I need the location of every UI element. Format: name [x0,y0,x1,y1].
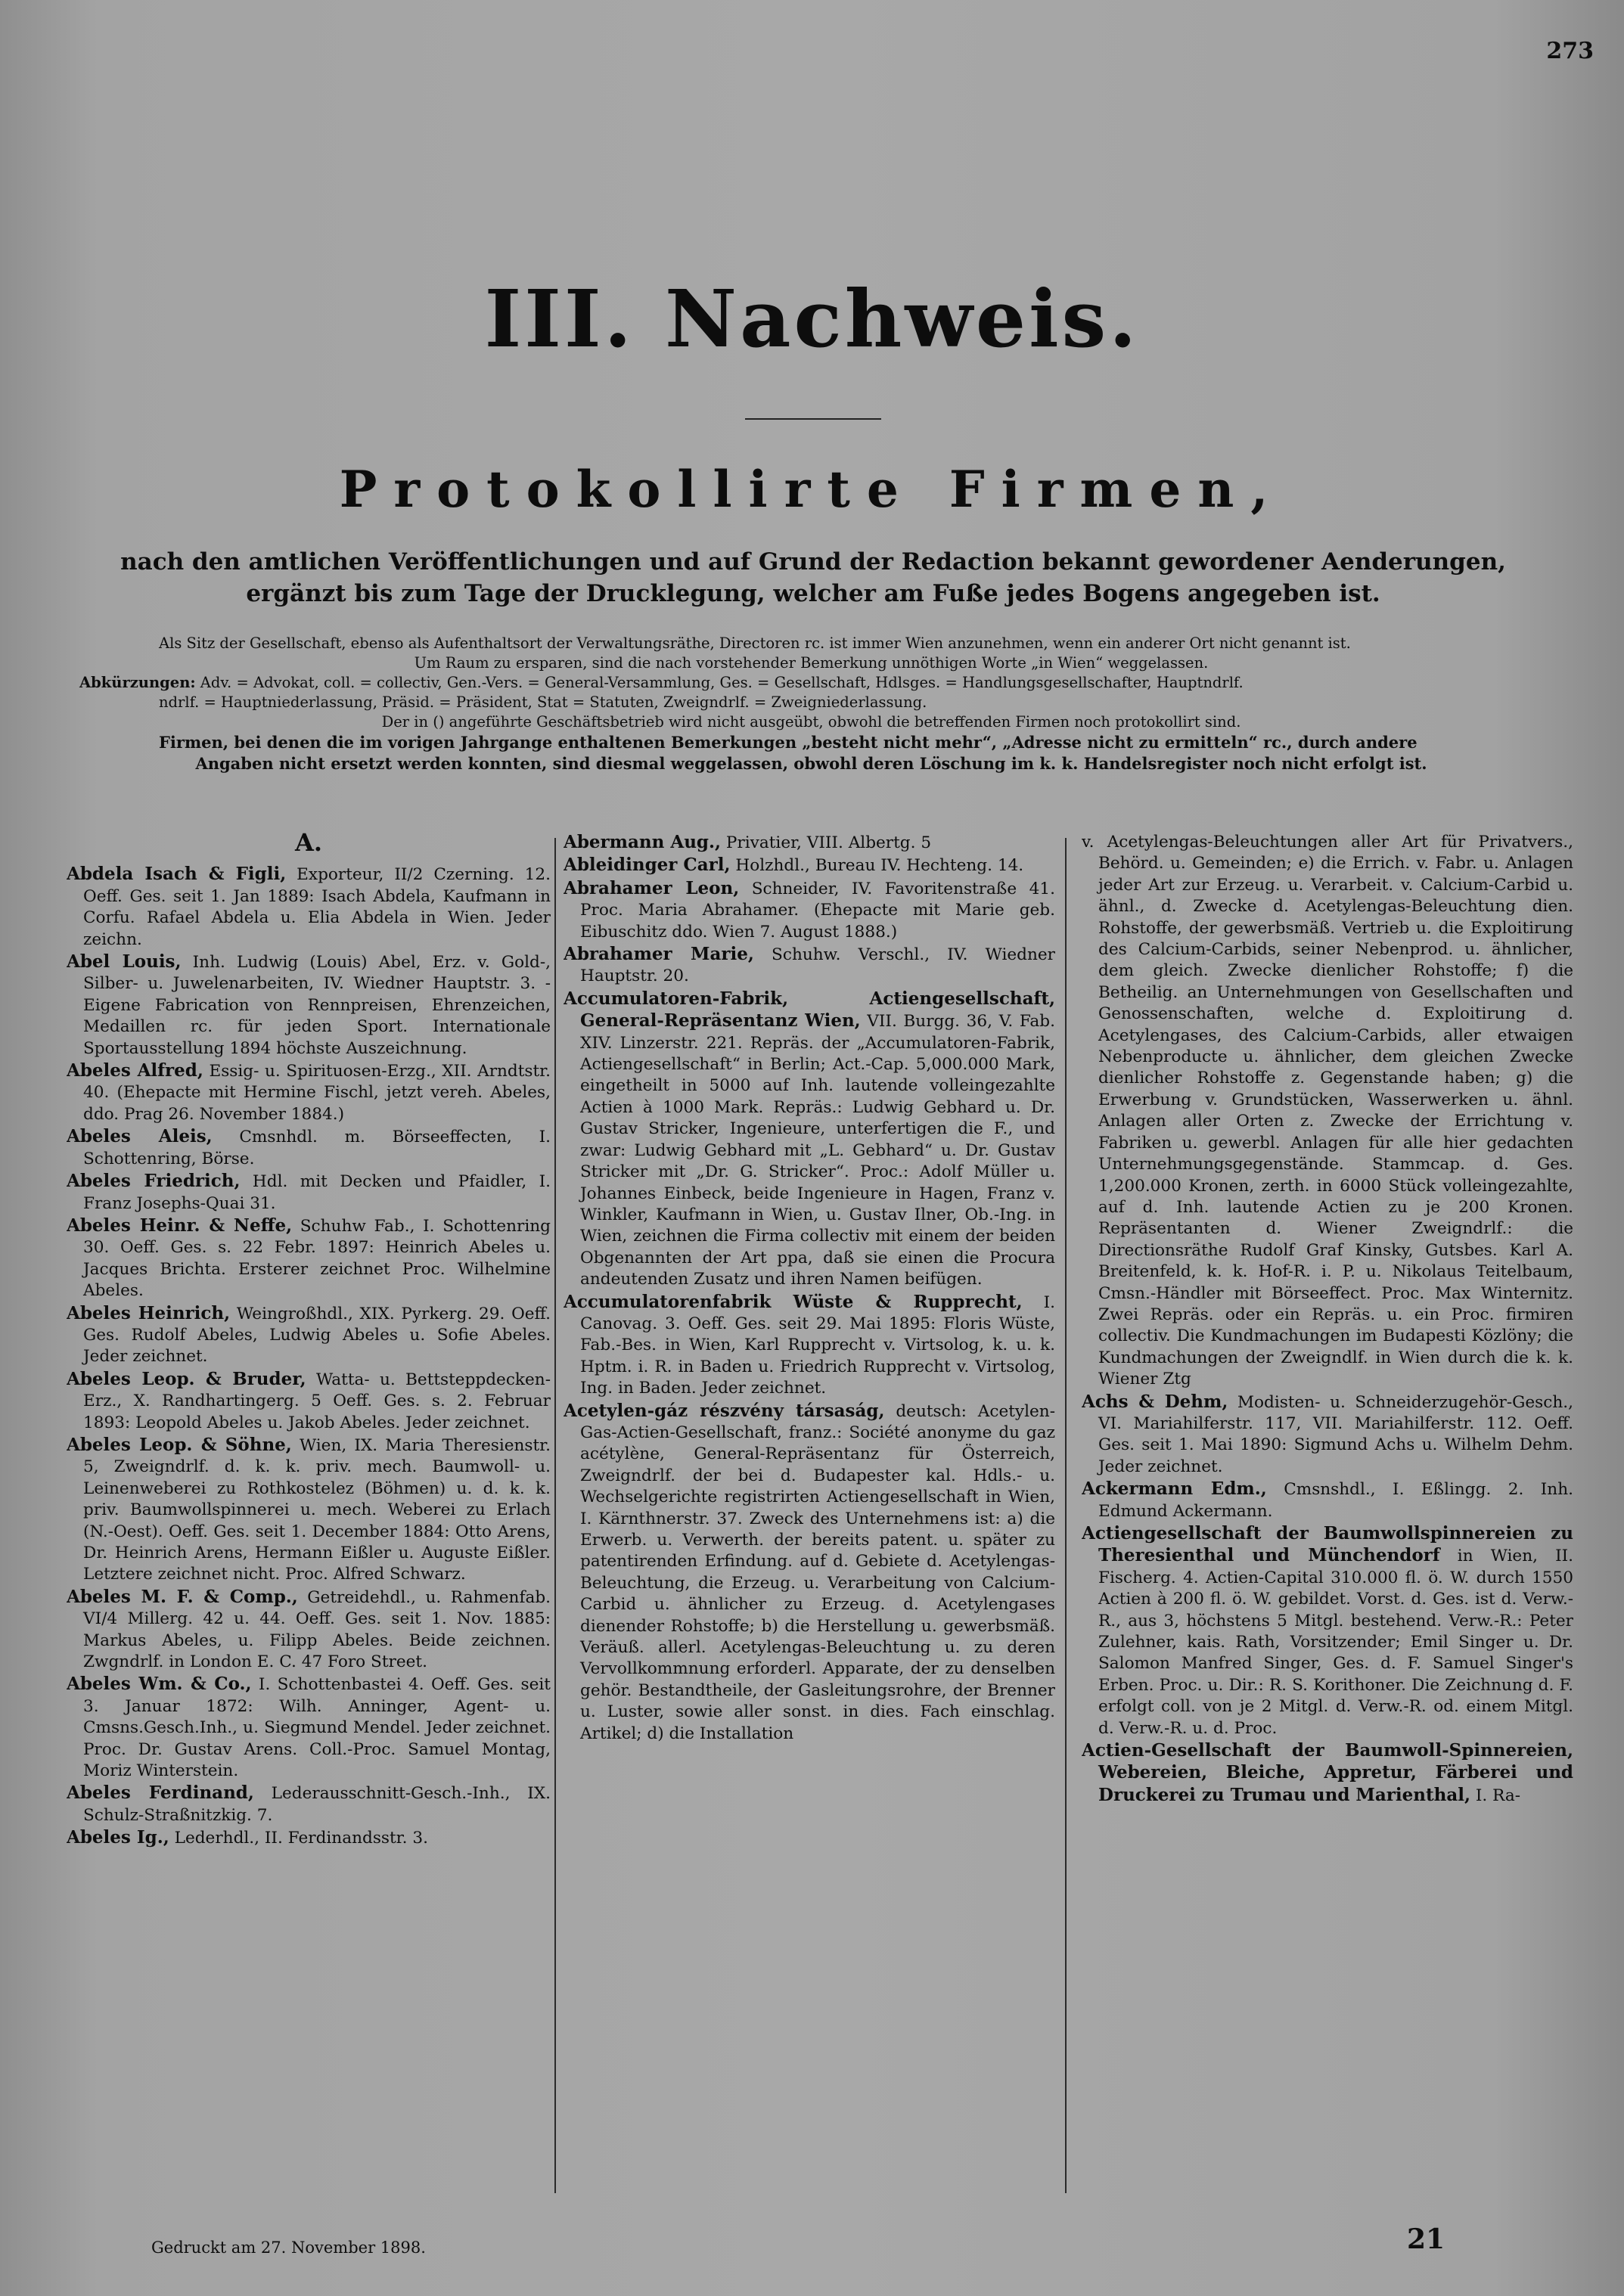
section-subtitle [83,546,1543,610]
firm-entry [564,944,1055,988]
page-number-top: 273 [1546,38,1594,64]
firm-name: Abeles Friedrich, [67,1171,241,1192]
firm-name: Abdela Isach & Figli, [67,864,287,885]
firm-name: Ableidinger Carl, [564,855,731,876]
firm-details: Wien, IX. Maria Theresienstr. 5, Zweigndrlf. d. k. k. priv. mech. Baumwoll- u. Leinenweberei zu Rothkostelez (Böhmen) u. d. k. k. priv. Baumwollspinnerei u. mech. Weberei zu Erlach (N.-Oest). Oeff. Ges. seit 1. December 1884: Otto Arens, Dr. Heinrich Arens, Hermann Eißler u. Auguste Eißler. Letztere zeichnet nicht. Proc. Alfred Schwarz. [83,1435,551,1584]
firm-entry [564,988,1055,1291]
note-removed-2: Angaben nicht ersetzt werden konnten, sind diesmal weggelassen, obwohl deren Löschung im k. k. Handelsregister noch nicht erfolgt ist. [195,754,1427,773]
firm-name: Abeles Ig., [67,1827,169,1848]
firm-details: in Wien, II. Fischerg. 4. Actien-Capital 310.000 fl. ö. W. durch 1550 Actien à 200 fl. ö. W. gebildet. Vorst. d. Ges. ist d. Verw.-R., aus 3, höchstens 5 Mitgl. bestehend. Verw.-R.: Peter Zulehner, kais. Rath, Vorsitzender; Emil Singer u. Dr. Salomon Manfred Singer, Ges. d. F. Samuel Singer's Erben. Proc. u. Dir.: R. S. Korithoner. Die Zeichnung d. F. erfolgt coll. von je 2 Mitgl. d. Verw.-R. od. einem Mitgl. d. Verw.-R. u. d. Proc. [1098,1547,1573,1738]
firm-name: Accumulatoren-Fabrik, Actiengesellschaft, General-Repräsentanz Wien, [564,988,1055,1032]
abbr-text: Adv. = Advokat, coll. = collectiv, Gen.-Vers. = General-Versammlung, Ges. = Gesellschaft, Hdlsges. = Handlungsgesellschafter, Hauptndrlf. [200,674,1244,691]
firm-name: Ackermann Edm., [1082,1478,1267,1500]
firm-entry [67,951,551,1060]
firm-entry [67,1215,551,1302]
entries-col1 [67,864,551,1849]
firm-details: I. Canovag. 3. Oeff. Ges. seit 29. Mai 1895: Floris Wüste, Fab.-Bes. in Wien, Karl Rupprecht v. Virtsolog, k. u. k. Hptm. i. R. in Baden u. Friedrich Rupprecht v. Virtsolog, Ing. in Baden. Jeder zeichnet. [580,1292,1055,1398]
firm-entry [564,832,1055,854]
firm-entry [67,1783,551,1826]
firm-details: Weingroßhdl., XIX. Pyrkerg. 29. Oeff. Ges. Rudolf Abeles, Ludwig Abeles u. Sofie Abeles. Jeder zeichnet. [83,1304,551,1367]
firm-entry [67,1674,551,1782]
firm-entry [67,1171,551,1215]
firm-details: Getreidehdl., u. Rahmenfab. VI/4 Millerg. 42 u. 44. Oeff. Ges. seit 1. Nov. 1885: Markus Abeles, u. Filipp Abeles. Beide zeichnen. Zwgndrlf. in London E. C. 47 Foro Street. [83,1587,551,1672]
note-abbreviations-2: ndrlf. = Hauptniederlassung, Präsid. = Präsident, Stat = Statuten, Zweigndrlf. = Zweigniederlassung. [159,693,927,711]
firm-entry [1082,1478,1573,1522]
preliminary-notes [79,634,1543,774]
firm-entry [564,1401,1055,1745]
page-title: III. Nachweis. [484,272,1140,365]
subtitle-line-2: ergänzt bis zum Tage der Drucklegung, welcher am Fuße jedes Bogens angegeben ist. [246,580,1380,607]
firm-name: Accumulatorenfabrik Wüste & Rupprecht, [564,1291,1023,1312]
firm-entry [67,864,551,951]
firm-name: Abrahamer Leon, [564,877,740,898]
firm-details: Hdl. mit Decken und Pfaidler, I. Franz Josephs-Quai 31. [83,1172,551,1213]
firm-details: Cmsnshdl., I. Eßlingg. 2. Inh. Edmund Ackermann. [1098,1480,1573,1521]
firm-details: I. Schottenbastei 4. Oeff. Ges. seit 3. Januar 1872: Wilh. Anninger, Agent- u. Cmsns.Gesch.Inh., u. Siegmund Mendel. Jeder zeichnet. Proc. Dr. Gustav Arens. Coll.-Proc. Samuel Montag, Moriz Winterstein. [83,1675,551,1781]
firm-details: Essig- u. Spirituosen-Erzg., XII. Arndtstr. 40. (Ehepacte mit Hermine Fischl, jetzt vereh. Abeles, ddo. Prag 26. November 1884.) [83,1062,551,1124]
firm-details: Modisten- u. Schneiderzugehör-Gesch., VI. Mariahilferstr. 117, VII. Mariahilferstr. 112. Oeff. Ges. seit 1. Mai 1890: Sigmund Achs u. Wilhelm Dehm. Jeder zeichnet. [1098,1392,1573,1476]
firm-entry [564,878,1055,943]
firm-entry [564,855,1055,877]
firm-name: Abeles Leop. & Söhne, [67,1434,292,1455]
firm-name: Abeles Leop. & Bruder, [67,1368,306,1389]
firm-details: VII. Burgg. 36, V. Fab. XIV. Linzerstr. 221. Repräs. der „Accumulatoren-Fabrik, Actiengesellschaft“ in Berlin; Act.-Cap. 5,000.000 Mark, eingetheilt in 5000 auf Inh. lautende volleingezahlte Actien à 1000 Mark. Repräs.: Ludwig Gebhard u. Dr. Gustav Stricker, Ingenieure, unterfertigen die F., und zwar: Ludwig Gebhard mit „L. Gebhard“ u. Dr. Gustav Stricker mit „Dr. G. Stricker“. Proc.: Adolf Müller u. Johannes Einbeck, beide Ingenieure in Hagen, Franz v. Winkler, Kaufmann in Wien, u. Gustav Ilner, Ob.-Ing. in Wien, zeichnen die Firma collectiv mit einem der beiden Obgenannten der Art ppa, daß sie einen die Procura andeutenden Zusatz und ihren Namen beifügen. [580,1012,1055,1289]
firm-name: Actiengesellschaft der Baumwollspinnereien zu Theresienthal und Münchendorf [1082,1523,1573,1566]
firm-details: Schuhw. Verschl., IV. Wiedner Hauptstr. 20. [580,945,1055,986]
firm-entry [67,1303,551,1368]
firm-details: Lederausschnitt-Gesch.-Inh., IX. Schulz-Straßnitzkig. 7. [83,1784,551,1825]
column-3 [1082,832,1573,2193]
firm-details: Exporteur, II/2 Czerning. 12. Oeff. Ges. seit 1. Jan 1889: Isach Abdela, Kaufmann in Corfu. Rafael Abdela u. Elia Abdela in Wien. Jeder zeichn. [83,865,551,949]
section-title: Protokollirte Firmen, [339,460,1285,519]
note-removed: Firmen, bei denen die im vorigen Jahrgange enthaltenen Bemerkungen „besteht nicht mehr“, „Adresse nicht zu ermitteln“ rc., durch andere [159,733,1418,752]
firm-details: Lederhdl., II. Ferdinandsstr. 3. [169,1829,428,1848]
firm-entry [1082,832,1573,1391]
firm-entry [67,1060,551,1125]
firm-details: deutsch: Acetylen-Gas-Actien-Gesellschaft, franz.: Société anonyme du gaz acétylène, General-Repräsentanz für Österreich, Zweigndrlf. der bei d. Budapester kal. Hdls.- u. Wechselgerichte registrirten Actiengesellschaft in Wien, I. Kärnthnerstr. 37. Zweck des Unternehmens ist: a) die Erwerb. u. Verwerth. der bereits patent. u. später zu patentirenden Erfindung. auf d. Gebiete d. Acetylengas-Beleuchtung, die Erzeug. u. Verarbeitung von Calcium-Carbid u. ähnlicher zu Erzeug. d. Acetylengases dienender Rohstoffe; b) die Herstellung u. gewerbsmäß. Veräuß. allerl. Acetylengas-Beleuchtung u. zu deren Vervollkommnung erforderl. Apparate, der zu denselben gehör. Bestandtheile, der Gasleitungsrohre, der Brenner u. Luster, sowie aller sonst. in dies. Fach einschlag. Artikel; d) die Installation [580,1401,1055,1743]
firm-details: I. Ra- [1470,1786,1521,1805]
firm-details: Inh. Ludwig (Louis) Abel, Erz. v. Gold-, Silber- u. Juwelenarbeiten, IV. Wiedner Hauptstr. 3. -Eigene Fabrication von Rennpreisen, Ehrenzeichen, Medaillen rc. für jeden Sport. Internationale Sportausstellung 1894 höchste Auszeichnung. [83,953,551,1058]
print-date: Gedruckt am 27. November 1898. [151,2239,426,2257]
firm-name: Abel Louis, [67,951,182,973]
firm-name: Abeles Wm. & Co., [67,1674,252,1695]
firm-name: Abeles M. F. & Comp., [67,1586,298,1607]
firm-name: Abeles Alfred, [67,1060,203,1081]
firm-entry [1082,1740,1573,1807]
firm-name: Achs & Dehm, [1082,1391,1228,1412]
entries-col2 [564,832,1055,1745]
subtitle-line-1: nach den amtlichen Veröffentlichungen und auf Grund der Redaction bekannt gewordener Aenderungen, [120,548,1506,576]
firm-entry [67,1587,551,1674]
entries-col3 [1082,832,1573,1807]
title-divider [745,418,881,420]
firm-details: Watta- u. Bettsteppdecken-Erz., X. Randhartingerg. 5 Oeff. Ges. s. 2. Februar 1893: Leopold Abeles u. Jakob Abeles. Jeder zeichnet. [83,1370,551,1432]
firm-entry [67,1827,551,1849]
note-seat-2: Um Raum zu ersparen, sind die nach vorstehender Bemerkung unnöthigen Worte „in Wien“ weggelassen. [414,654,1209,672]
column-1 [67,832,551,2193]
column-divider [1065,838,1067,2193]
firm-name: Abeles Heinr. & Neffe, [67,1215,293,1236]
firm-name: Abermann Aug., [564,832,722,852]
column-divider [554,838,556,2193]
page-number-bottom: 21 [1407,2223,1445,2255]
firm-details: v. Acetylengas-Beleuchtungen aller Art für Privatvers., Behörd. u. Gemeinden; e) die Errich. v. Fabr. u. Anlagen jeder Art zur Erzeug. u. Verarbeit. v. Calcium-Carbid u. ähnl., d. Zwecke d. Acetylengas-Beleuchtung dien. Rohstoffe, der gewerbsmäß. Vertrieb u. die Exploitirung des Calcium-Carbids, seiner Nebenprod. u. ähnlicher, dem gleich. Zwecke dienlicher Rohstoffe; f) die Betheilig. an Unternehmungen von Gesellschaften und Genossenschaften, welche d. Exploitirung d. Acetylengases, des Calcium-Carbids, aller etwaigen Nebenproducte u. ähnlicher, dem gleichen Zwecke dienlicher Rohstoffe z. Gegenstande haben; g) die Erwerbung v. Grundstücken, Wasserwerken u. ähnl. Anlagen aller Orten z. Zwecke der Errichtung v. Fabriken u. gewerbl. Anlagen für alle hier gedachten Unternehmungsgegenstände. Stammcap. d. Ges. 1,200.000 Kronen, zerth. in 6000 Stück volleingezahlte, auf d. Inh. lautende Actien zu je 200 Kronen. Repräsentanten d. Wiener Zweigndrlf.: die Directionsräthe Rudolf Graf Kinsky, Gutsbes. Karl A. Breitenfeld, k. k. Hof-R. i. P. u. Nikolaus Teitelbaum, Cmsn.-Händler mit Börseeffect. Proc. Max Winternitz. Zwei Repräs. oder ein Repräs. u. ein Proc. firmiren collectiv. Die Kundmachungen im Budapesti Közlöny; die Kundmachungen der Zweigndlf. in Wien durch die k. k. Wiener Ztg [1082,833,1573,1389]
firm-name: Acetylen-gáz részvény társaság, [564,1400,885,1421]
firm-details: Cmsnhdl. m. Börseeffecten, I. Schottenring, Börse. [83,1128,551,1168]
column-2 [564,832,1055,2193]
firm-entry [67,1369,551,1434]
firm-entry [67,1126,551,1170]
note-abbreviations [79,673,1543,693]
firm-name: Abrahamer Marie, [564,944,754,965]
firm-details: Holzhdl., Bureau IV. Hechteng. 14. [730,856,1024,876]
firm-entry [1082,1523,1573,1739]
firm-name: Actien-Gesellschaft der Baumwoll-Spinnereien, Webereien, Bleiche, Appretur, Färberei und Druckerei zu Trumau und Marienthal, [1082,1740,1573,1805]
abbr-label: Abkürzungen: [79,674,196,691]
firm-details: Schneider, IV. Favoritenstraße 41. Proc. Maria Abrahamer. (Ehepacte mit Marie geb. Eibuschitz ddo. Wien 7. August 1888.) [580,879,1055,942]
firm-name: Abeles Aleis, [67,1126,213,1147]
firm-entry [1082,1392,1573,1478]
firm-name: Abeles Heinrich, [67,1302,231,1323]
note-bracket: Der in () angeführte Geschäftsbetrieb wird nicht ausgeübt, obwohl die betreffenden Firmen noch protokollirt sind. [381,713,1241,731]
firm-details: Privatier, VIII. Albertg. 5 [721,833,932,852]
firm-entry [564,1292,1055,1400]
letter-heading: A. [295,832,322,857]
firm-name: Abeles Ferdinand, [67,1783,254,1804]
firm-details: Schuhw Fab., I. Schottenring 30. Oeff. Ges. s. 22 Febr. 1897: Heinrich Abeles u. Jacques Brichta. Ersterer zeichnet Proc. Wilhelmine Abeles. [83,1216,551,1301]
note-seat: Als Sitz der Gesellschaft, ebenso als Aufenthaltsort der Verwaltungsräthe, Directoren rc. ist immer Wien anzunehmen, wenn ein anderer Ort nicht genannt ist. [159,635,1351,652]
firm-entry [67,1435,551,1586]
